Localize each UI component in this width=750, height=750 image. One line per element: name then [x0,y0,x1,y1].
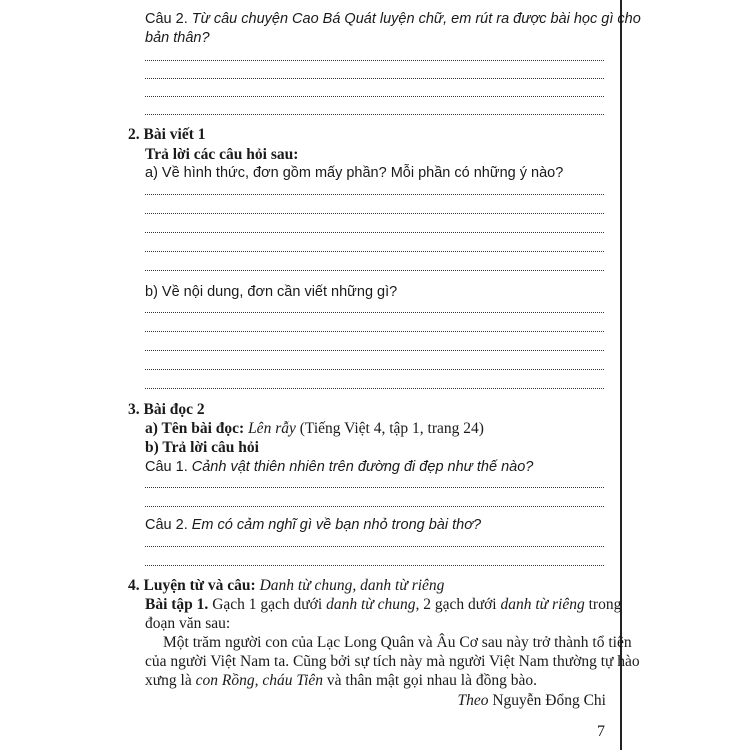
section2-question-a: a) Về hình thức, đơn gồm mấy phần? Mỗi phần có những ý nào? [145,165,564,181]
passage-line3 [145,672,537,690]
answer-line[interactable] [145,506,604,507]
section3-question-1 [145,458,533,476]
passage-line1: Một trăm người con của Lạc Long Quân và Âu Cơ sau này trở thành tổ tiên [163,634,632,651]
cau2-label: Câu 2. [145,11,188,27]
answer-line[interactable] [145,565,604,566]
answer-line[interactable] [145,60,604,61]
reading-title: Lên rẫy [248,420,296,437]
answer-line[interactable] [145,331,604,332]
q1-label: Câu 1. [145,459,188,475]
section2-instruction: Trả lời các câu hỏi sau: [145,146,299,163]
passage-line2: của người Việt Nam ta. Cũng bởi sự tích này mà người Việt Nam thường tự hào [145,653,640,670]
reading-source: (Tiếng Việt 4, tập 1, trang 24) [299,420,484,437]
answer-line[interactable] [145,270,604,271]
answer-line[interactable] [145,232,604,233]
exercise-term: danh từ riêng [500,596,585,613]
answer-line[interactable] [145,350,604,351]
exercise-text: 2 gạch dưới [423,596,497,613]
passage-credit [457,692,606,710]
q1-text: Cảnh vật thiên nhiên trên đường đi đẹp như thế nào? [191,459,534,475]
q2-label: Câu 2. [145,517,188,533]
answer-line[interactable] [145,388,604,389]
credit-author: Nguyễn Đổng Chi [492,692,606,709]
passage-text: và thân mật gọi nhau là đồng bào. [326,672,537,689]
answer-line[interactable] [145,96,604,97]
cau2-question-line2: bản thân? [145,30,210,46]
reading-title-label: a) Tên bài đọc: [145,420,245,437]
cau2-question-line1 [145,10,641,28]
answer-line[interactable] [145,213,604,214]
answer-line[interactable] [145,487,604,488]
exercise-1-label: Bài tập 1. [145,596,209,613]
credit-prefix: Theo [457,692,489,709]
q2-text: Em có cảm nghĩ gì về bạn nhỏ trong bài thơ? [191,517,482,533]
exercise-text: trong [588,596,622,613]
section3-reading-title [145,420,484,438]
answer-line[interactable] [145,78,604,79]
answer-line[interactable] [145,369,604,370]
exercise-1-line1 [145,596,621,614]
answer-line[interactable] [145,312,604,313]
section4-heading [128,577,444,595]
answer-line[interactable] [145,546,604,547]
exercise-text: Gạch 1 gạch dưới [212,596,323,613]
section4-heading-topic: Danh từ chung, danh từ riêng [259,577,445,594]
answer-line[interactable] [145,194,604,195]
page-number: 7 [597,723,605,740]
exercise-term: danh từ chung, [326,596,420,613]
section3-question-2 [145,516,481,534]
section2-question-b: b) Về nội dung, đơn cần viết những gì? [145,284,398,300]
section3-answer-prompt: b) Trả lời câu hỏi [145,439,259,456]
passage-emphasis: con Rồng, cháu Tiên [195,672,324,689]
section4-heading-label: 4. Luyện từ và câu: [128,577,256,594]
section2-heading: 2. Bài viết 1 [128,126,206,143]
exercise-1-line2: đoạn văn sau: [145,615,231,632]
answer-line[interactable] [145,114,604,115]
section3-heading: 3. Bài đọc 2 [128,401,205,418]
answer-line[interactable] [145,251,604,252]
passage-text: xưng là [145,672,192,689]
cau2-question-text: Từ câu chuyện Cao Bá Quát luyện chữ, em rút ra được bài học gì cho [191,11,641,27]
